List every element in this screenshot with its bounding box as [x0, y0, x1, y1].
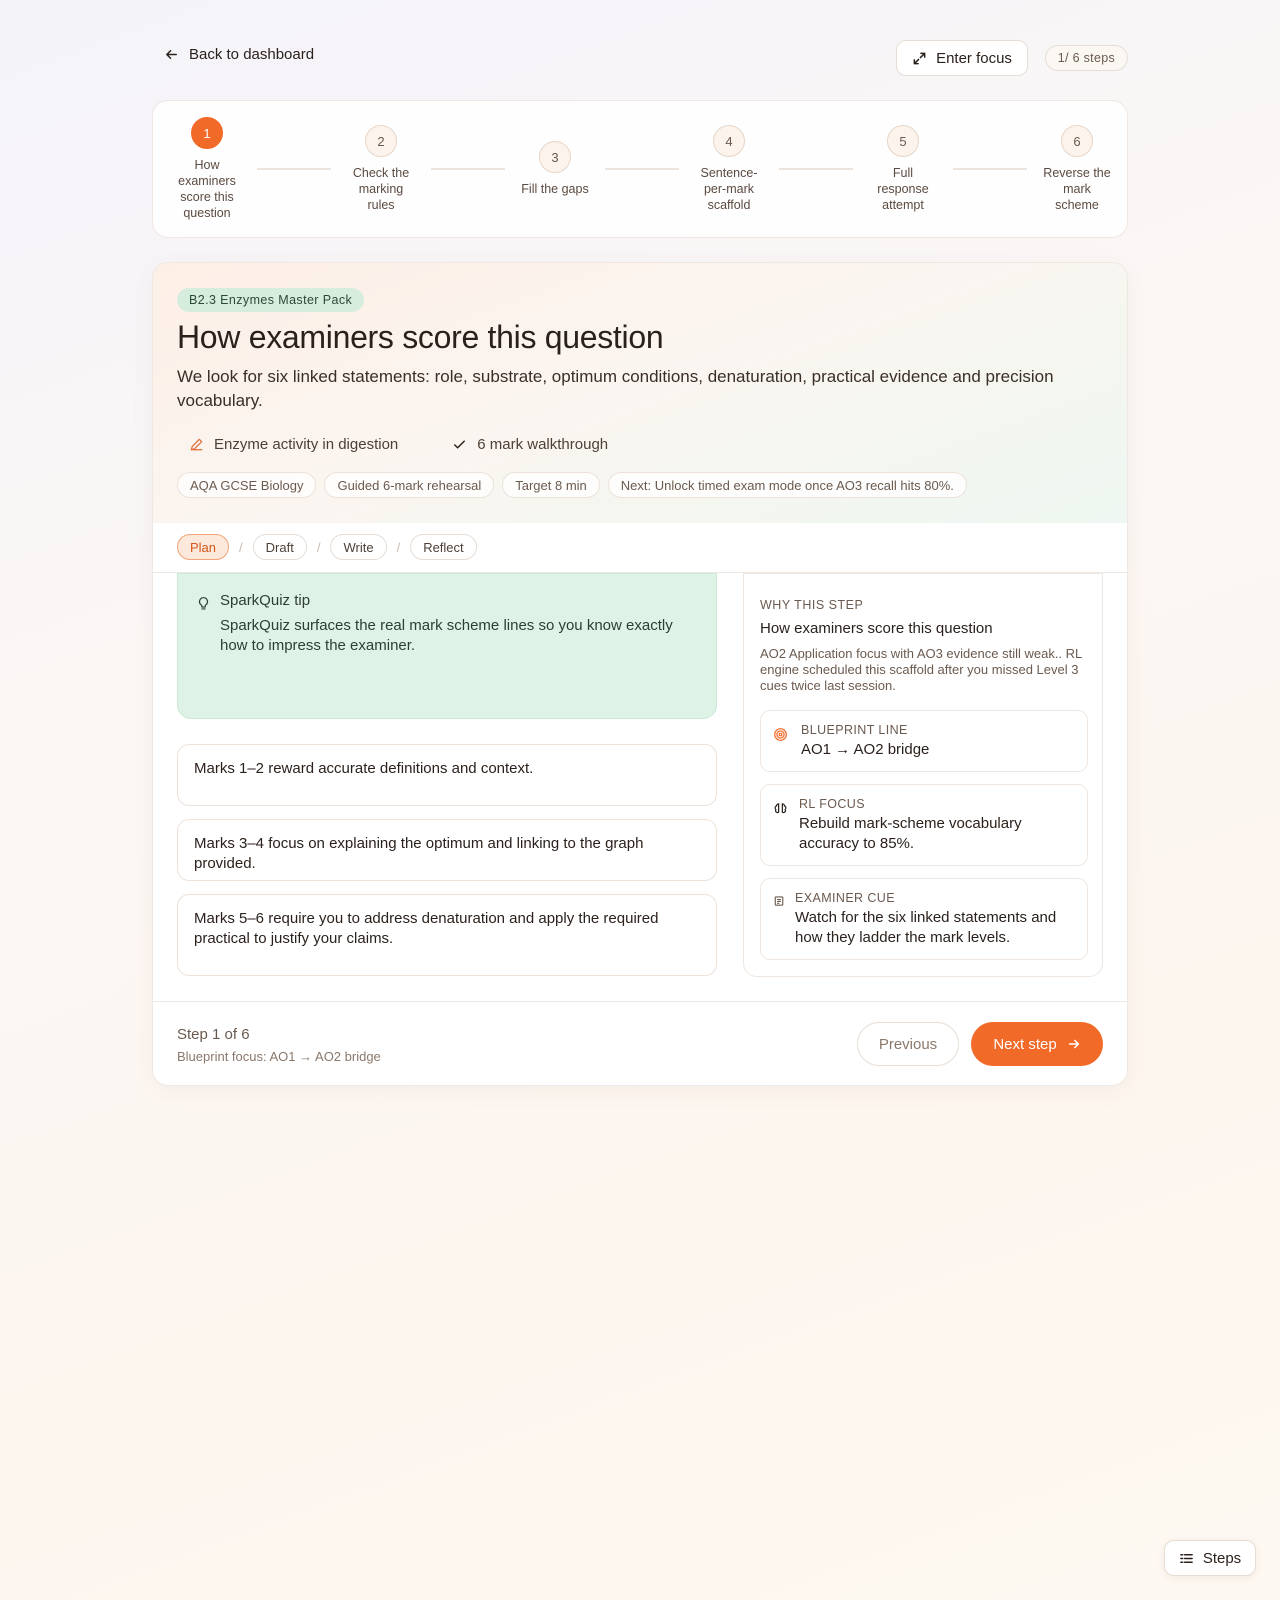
- step-connector: [953, 168, 1027, 170]
- next-step-label: Next step: [993, 1035, 1057, 1053]
- chip-subject: AQA GCSE Biology: [177, 472, 316, 498]
- enter-focus-button[interactable]: [896, 40, 1028, 76]
- back-label: Back to dashboard: [189, 46, 315, 63]
- examiner-cue-box: [760, 878, 1088, 960]
- steps-floating-button[interactable]: [1164, 1540, 1256, 1576]
- walkthrough-label: 6 mark walkthrough: [477, 435, 609, 453]
- mark-band-card: Marks 3–4 focus on explaining the optimum and linking to the graph provided.: [177, 819, 717, 881]
- expand-icon: [912, 51, 927, 66]
- step-label: Sentence-per-mark scaffold: [700, 166, 758, 212]
- why-this-step-panel: [743, 573, 1103, 977]
- step-label: Full response attempt: [877, 166, 929, 212]
- blueprint-text: AO1 → AO2 bridge: [801, 741, 930, 758]
- tab-reflect[interactable]: Reflect: [410, 534, 476, 560]
- steps-fab-label: Steps: [1202, 1549, 1242, 1567]
- step-connector: [605, 168, 679, 170]
- phase-tabs: [177, 534, 477, 560]
- step-label: How examiners score this question: [178, 158, 236, 220]
- chip-target: Target 8 min: [502, 472, 600, 498]
- enter-focus-label: Enter focus: [936, 49, 1012, 67]
- step-connector: [257, 168, 331, 170]
- topic-meta: [177, 431, 410, 457]
- step-6[interactable]: [1027, 125, 1127, 213]
- pencil-icon: [189, 437, 204, 452]
- step-progress: [152, 100, 1128, 238]
- top-bar: [152, 40, 1128, 76]
- arrow-right-icon: [1067, 1037, 1081, 1051]
- step-1[interactable]: [157, 117, 257, 221]
- step-4[interactable]: [679, 125, 779, 213]
- hero-section: [153, 263, 1128, 523]
- walkthrough-meta: [440, 431, 620, 457]
- phase-separator: /: [396, 539, 401, 555]
- step-number: 2: [365, 125, 397, 157]
- step-number: 5: [887, 125, 919, 157]
- why-description: AO2 Application focus with AO3 evidence still weak.. RL engine scheduled this scaffold after you missed Level 3 cues twice last session.: [760, 646, 1082, 693]
- tab-write[interactable]: Write: [330, 534, 386, 560]
- examiner-kicker: EXAMINER CUE: [795, 891, 895, 905]
- step-3[interactable]: [505, 141, 605, 197]
- step-number: 1: [191, 117, 223, 149]
- footer-divider: [153, 1001, 1128, 1002]
- chip-next: Next: Unlock timed exam mode once AO3 recall hits 80%.: [608, 472, 967, 498]
- step-label: Reverse the mark scheme: [1043, 166, 1111, 212]
- tip-title: SparkQuiz tip: [220, 592, 311, 609]
- tag-chips: [177, 472, 967, 498]
- step-card: [152, 262, 1128, 1086]
- chip-mode: Guided 6-mark rehearsal: [324, 472, 494, 498]
- why-title: How examiners score this question: [760, 620, 993, 637]
- step-2[interactable]: [331, 125, 431, 213]
- back-to-dashboard-link[interactable]: [164, 46, 314, 63]
- check-icon: [452, 437, 467, 452]
- topic-label: Enzyme activity in digestion: [214, 435, 399, 453]
- step-5[interactable]: [853, 125, 953, 213]
- mark-band-card: Marks 5–6 require you to address denaturation and apply the required practical to justify your claims.: [177, 894, 717, 976]
- phase-separator: /: [316, 539, 321, 555]
- phase-separator: /: [239, 539, 243, 555]
- arrow-left-icon: [164, 47, 179, 62]
- step-number: 3: [539, 141, 571, 173]
- examiner-text: Watch for the six linked statements and how they ladder the mark levels.: [795, 909, 1057, 946]
- step-connector: [779, 168, 853, 170]
- target-icon: [773, 727, 788, 742]
- step-number: 6: [1061, 125, 1093, 157]
- blueprint-focus-text: Blueprint focus: AO1 → AO2 bridge: [177, 1049, 381, 1064]
- tip-body: SparkQuiz surfaces the real mark scheme lines so you know exactly how to impress the examiner.: [220, 617, 673, 654]
- tab-plan[interactable]: Plan: [177, 534, 229, 560]
- blueprint-line-box: [760, 710, 1088, 772]
- step-label: Check the marking rules: [352, 166, 410, 212]
- page-description: We look for six linked statements: role, substrate, optimum conditions, denaturation, practical evidence and precision vocabulary.: [177, 367, 1054, 410]
- previous-button[interactable]: Previous: [857, 1022, 959, 1066]
- next-step-button[interactable]: [971, 1022, 1103, 1066]
- why-kicker: WHY THIS STEP: [760, 598, 864, 612]
- lightbulb-icon: [196, 596, 211, 611]
- rl-focus-text: Rebuild mark-scheme vocabulary accuracy to 85%.: [799, 815, 1022, 852]
- brain-icon: [773, 801, 788, 816]
- tab-draft[interactable]: Draft: [253, 534, 307, 560]
- scroll-icon: [773, 895, 785, 907]
- rl-focus-box: [760, 784, 1088, 866]
- step-number: 4: [713, 125, 745, 157]
- page-title: How examiners score this question: [177, 319, 664, 355]
- steps-count-badge: 1/ 6 steps: [1045, 45, 1128, 71]
- blueprint-kicker: BLUEPRINT LINE: [801, 723, 908, 737]
- mark-band-card: Marks 1–2 reward accurate definitions and context.: [177, 744, 717, 806]
- pack-badge: B2.3 Enzymes Master Pack: [177, 288, 364, 312]
- rl-focus-kicker: RL FOCUS: [799, 797, 865, 811]
- sparkquiz-tip: [177, 573, 717, 719]
- meta-row: [177, 431, 620, 457]
- step-label: Fill the gaps: [521, 182, 589, 196]
- step-indicator: Step 1 of 6: [177, 1026, 250, 1043]
- step-connector: [431, 168, 505, 170]
- list-icon: [1179, 1551, 1194, 1566]
